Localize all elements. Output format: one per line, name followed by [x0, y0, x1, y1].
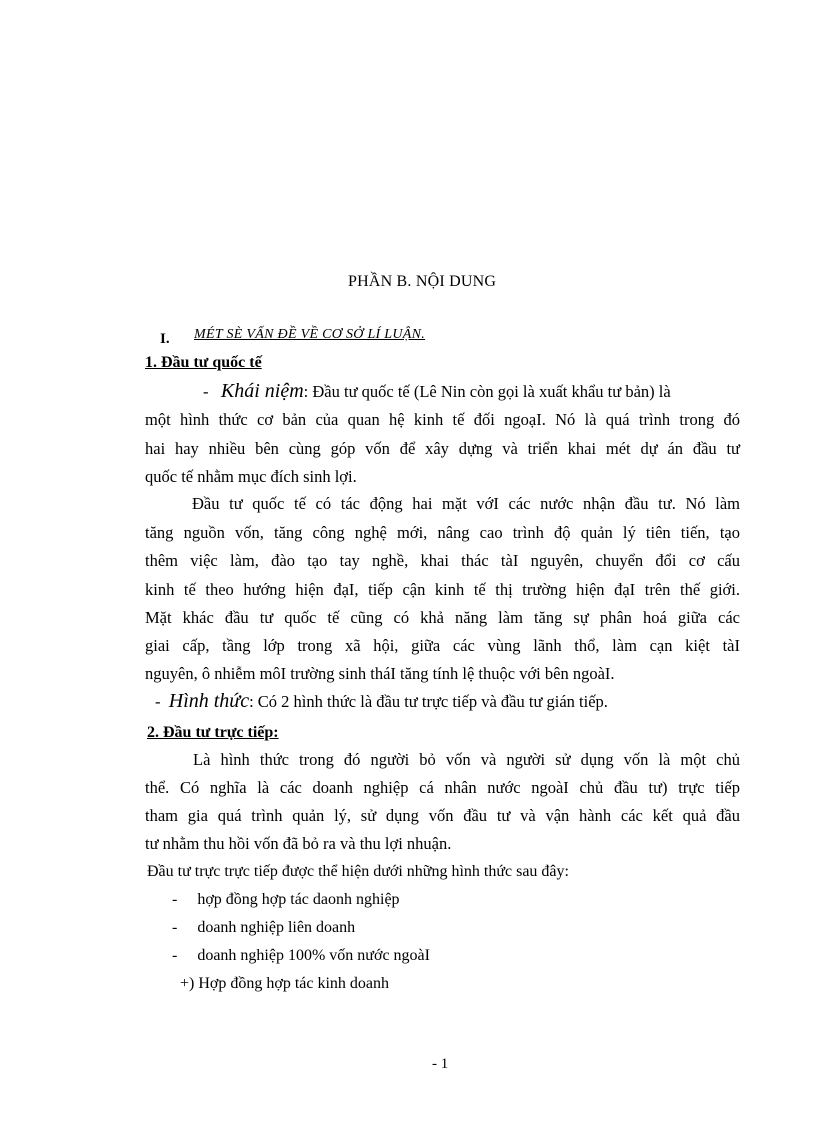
definition-line	[203, 380, 671, 403]
list-item-text: hợp đồng hợp tác daonh nghiệp	[197, 891, 400, 908]
section-heading: MÉT SÈ VẤN ĐỀ VỀ CƠ SỞ LÍ LUẬN.	[194, 327, 426, 342]
list-item	[172, 919, 355, 937]
list-item	[172, 891, 400, 909]
paragraph-line: một hình thức cơ bản của quan hệ kinh tế đối ngoạI. Nó là quá trình trong đó	[145, 410, 740, 429]
bullet-dash: -	[172, 947, 178, 964]
paragraph-line: thể. Có nghĩa là các doanh nghiệp cá nhân nước ngoàI chủ đầu tư) trực tiếp	[145, 778, 740, 797]
sub-item: +) Hợp đồng hợp tác kinh doanh	[180, 975, 390, 992]
paragraph-line: Là hình thức trong đó người bỏ vốn và người sử dụng vốn là một chủ	[193, 750, 740, 769]
form-line	[155, 690, 608, 713]
page-title: PHẦN B. NỘI DUNG	[348, 273, 497, 290]
bullet-dash: -	[155, 692, 161, 711]
paragraph-line: nguyên, ô nhiễm môI trường sinh tháI tăng tính lệ thuộc với bên ngoàI.	[145, 664, 615, 683]
bullet-dash: -	[172, 891, 178, 908]
paragraph-line: tư nhằm thu hồi vốn đã bỏ ra và thu lợi nhuận.	[145, 834, 452, 853]
list-item-text: doanh nghiệp liên doanh	[197, 919, 356, 936]
paragraph-line: giai cấp, tầng lớp trong xã hội, giữa các vùng lãnh thổ, làm cạn kiệt tàI	[145, 636, 740, 655]
definition-text: : Đầu tư quốc tế (Lê Nin còn gọi là xuất khẩu tư bản) là	[303, 382, 671, 401]
paragraph-line: tăng nguồn vốn, tăng công nghệ mới, nâng cao trình độ quản lý tiên tiến, tạo	[145, 523, 740, 542]
section-numeral: I.	[160, 331, 170, 347]
paragraph-line: Mặt khác đầu tư quốc tế cũng có khả năng làm tăng sự phân hoá giữa các	[145, 608, 740, 627]
form-text: : Có 2 hình thức là đầu tư trực tiếp và đầu tư gián tiếp.	[249, 692, 608, 711]
list-intro: Đầu tư trực trực tiếp được thể hiện dưới những hình thức sau đây:	[147, 863, 569, 880]
list-item-text: doanh nghiệp 100% vốn nước ngoàI	[197, 947, 430, 964]
paragraph-line: kinh tế theo hướng hiện đạI, tiếp cận kinh tế thị trường hiện đạI trên thế giới.	[145, 580, 740, 599]
heading-international-investment: 1. Đầu tư quốc tế	[145, 354, 262, 371]
page-number: - 1	[432, 1056, 449, 1072]
bullet-dash: -	[203, 382, 209, 401]
heading-direct-investment: 2. Đầu tư trực tiếp:	[147, 724, 279, 741]
paragraph-line: Đầu tư quốc tế có tác động hai mặt vớI các nước nhận đầu tư. Nó làm	[192, 494, 740, 513]
bullet-dash: -	[172, 919, 178, 936]
form-term: Hình thức	[168, 690, 250, 712]
paragraph-line: hai hay nhiều bên cùng góp vốn để xây dựng và triển khai mét dự án đầu tư	[145, 439, 740, 458]
definition-term: Khái niệm	[220, 380, 304, 402]
paragraph-line: quốc tế nhằm mục đích sinh lợi.	[145, 467, 357, 486]
paragraph-line: tham gia quá trình quản lý, sử dụng vốn đầu tư và vận hành các kết quả đầu	[145, 806, 740, 825]
paragraph-line: thêm việc làm, đào tạo tay nghề, khai thác tàI nguyên, chuyển đổi cơ cấu	[145, 551, 740, 570]
list-item	[172, 947, 430, 965]
